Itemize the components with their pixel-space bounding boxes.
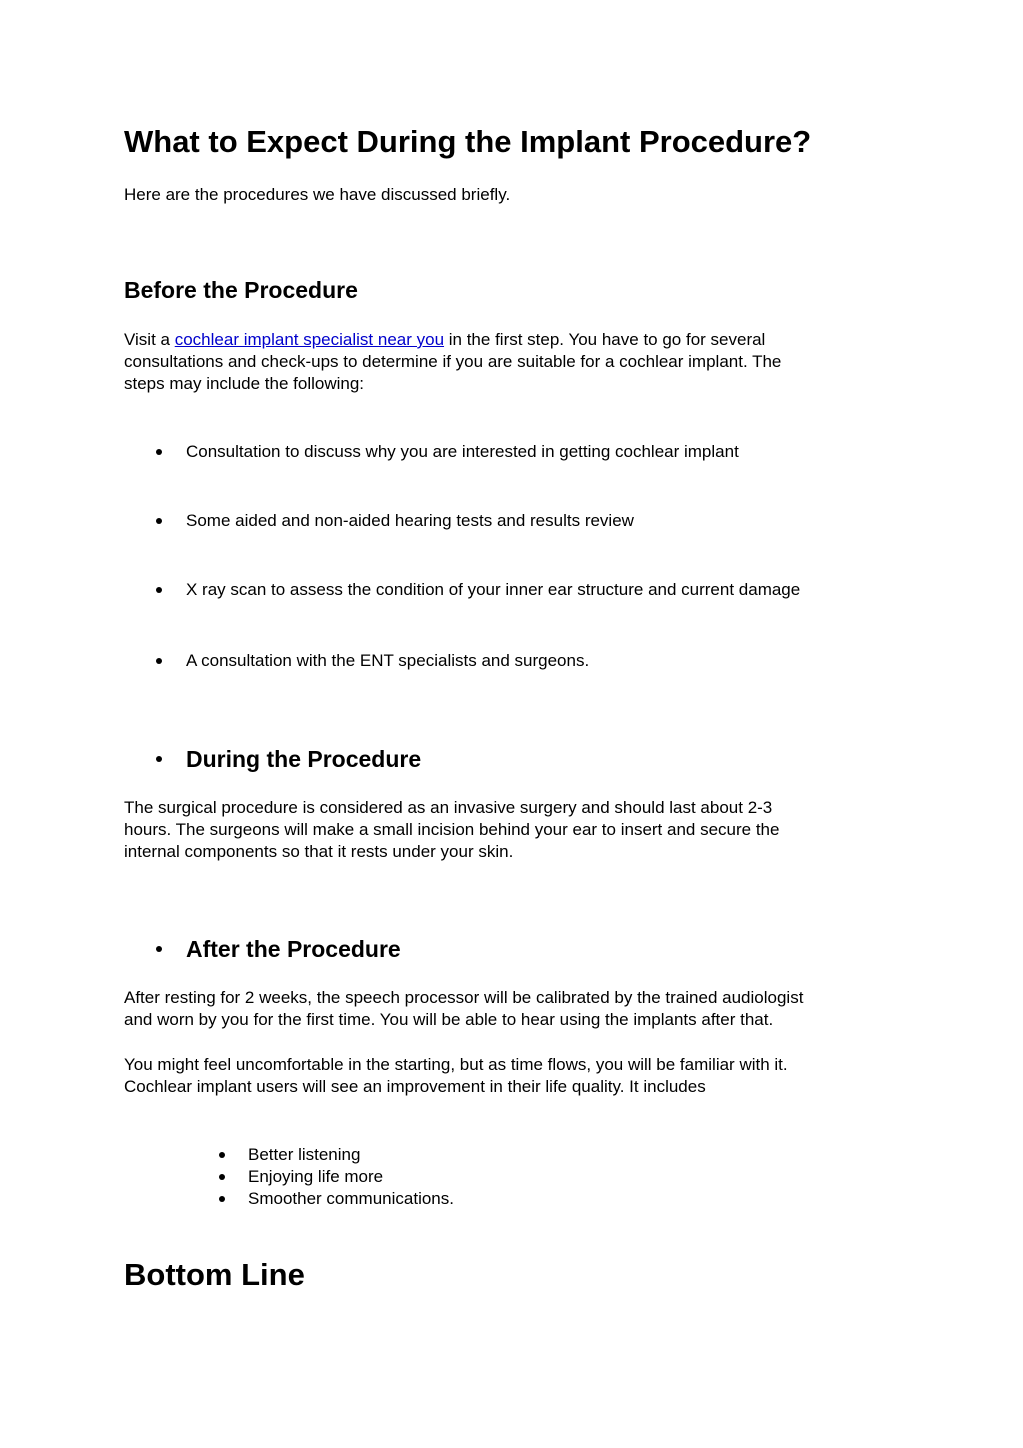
after-paragraph-2 — [124, 1054, 894, 1098]
before-paragraph — [124, 329, 894, 395]
list-item-text: Some aided and non-aided hearing tests and results review — [186, 511, 634, 530]
bullet-icon — [219, 1174, 225, 1180]
before-paragraph-line-2: consultations and check-ups to determine if you are suitable for a cochlear implant. The — [124, 352, 782, 371]
after-paragraph-1-line-2: and worn by you for the first time. You will be able to hear using the implants after that. — [124, 1010, 774, 1029]
bullet-icon — [156, 658, 162, 664]
before-para-line1-post: in the first step. You have to go for several — [444, 330, 766, 349]
before-para-pre: Visit a — [124, 330, 175, 349]
after-paragraph-2-line-1: You might feel uncomfortable in the starting, but as time flows, you will be familiar with it. — [124, 1055, 788, 1074]
list-item-text: A consultation with the ENT specialists and surgeons. — [186, 651, 590, 670]
list-item-text: Consultation to discuss why you are interested in getting cochlear implant — [186, 442, 739, 461]
list-item-text: X ray scan to assess the condition of your inner ear structure and current damage — [186, 580, 801, 599]
bullet-icon — [156, 449, 162, 455]
after-paragraph-2-line-2: Cochlear implant users will see an improvement in their life quality. It includes — [124, 1077, 706, 1096]
before-paragraph-line-1 — [124, 329, 894, 351]
during-paragraph-line-1: The surgical procedure is considered as an invasive surgery and should last about 2-3 — [124, 798, 773, 817]
before-heading: Before the Procedure — [124, 277, 358, 303]
list-item-text: Smoother communications. — [248, 1189, 454, 1208]
bottom-line-heading: Bottom Line — [124, 1257, 305, 1292]
during-paragraph — [124, 797, 894, 863]
after-heading: After the Procedure — [186, 936, 401, 962]
bullet-icon — [156, 946, 162, 952]
after-paragraph-1-line-1: After resting for 2 weeks, the speech processor will be calibrated by the trained audiologist — [124, 988, 804, 1007]
bullet-icon — [156, 587, 162, 593]
during-heading: During the Procedure — [186, 746, 422, 772]
bullet-icon — [219, 1152, 225, 1158]
bullet-icon — [156, 756, 162, 762]
intro-text: Here are the procedures we have discussed briefly. — [124, 185, 511, 204]
specialist-link[interactable]: cochlear implant specialist near you — [174, 330, 445, 349]
before-paragraph-line-3: steps may include the following: — [124, 374, 365, 393]
list-item-text: Enjoying life more — [248, 1167, 384, 1186]
during-paragraph-line-2: hours. The surgeons will make a small incision behind your ear to insert and secure the — [124, 820, 780, 839]
after-paragraph-1 — [124, 987, 894, 1031]
during-paragraph-line-3: internal components so that it rests under your skin. — [124, 842, 514, 861]
bullet-icon — [156, 518, 162, 524]
bullet-icon — [219, 1196, 225, 1202]
page-title: What to Expect During the Implant Procedure? — [124, 124, 812, 159]
list-item-text: Better listening — [248, 1145, 361, 1164]
